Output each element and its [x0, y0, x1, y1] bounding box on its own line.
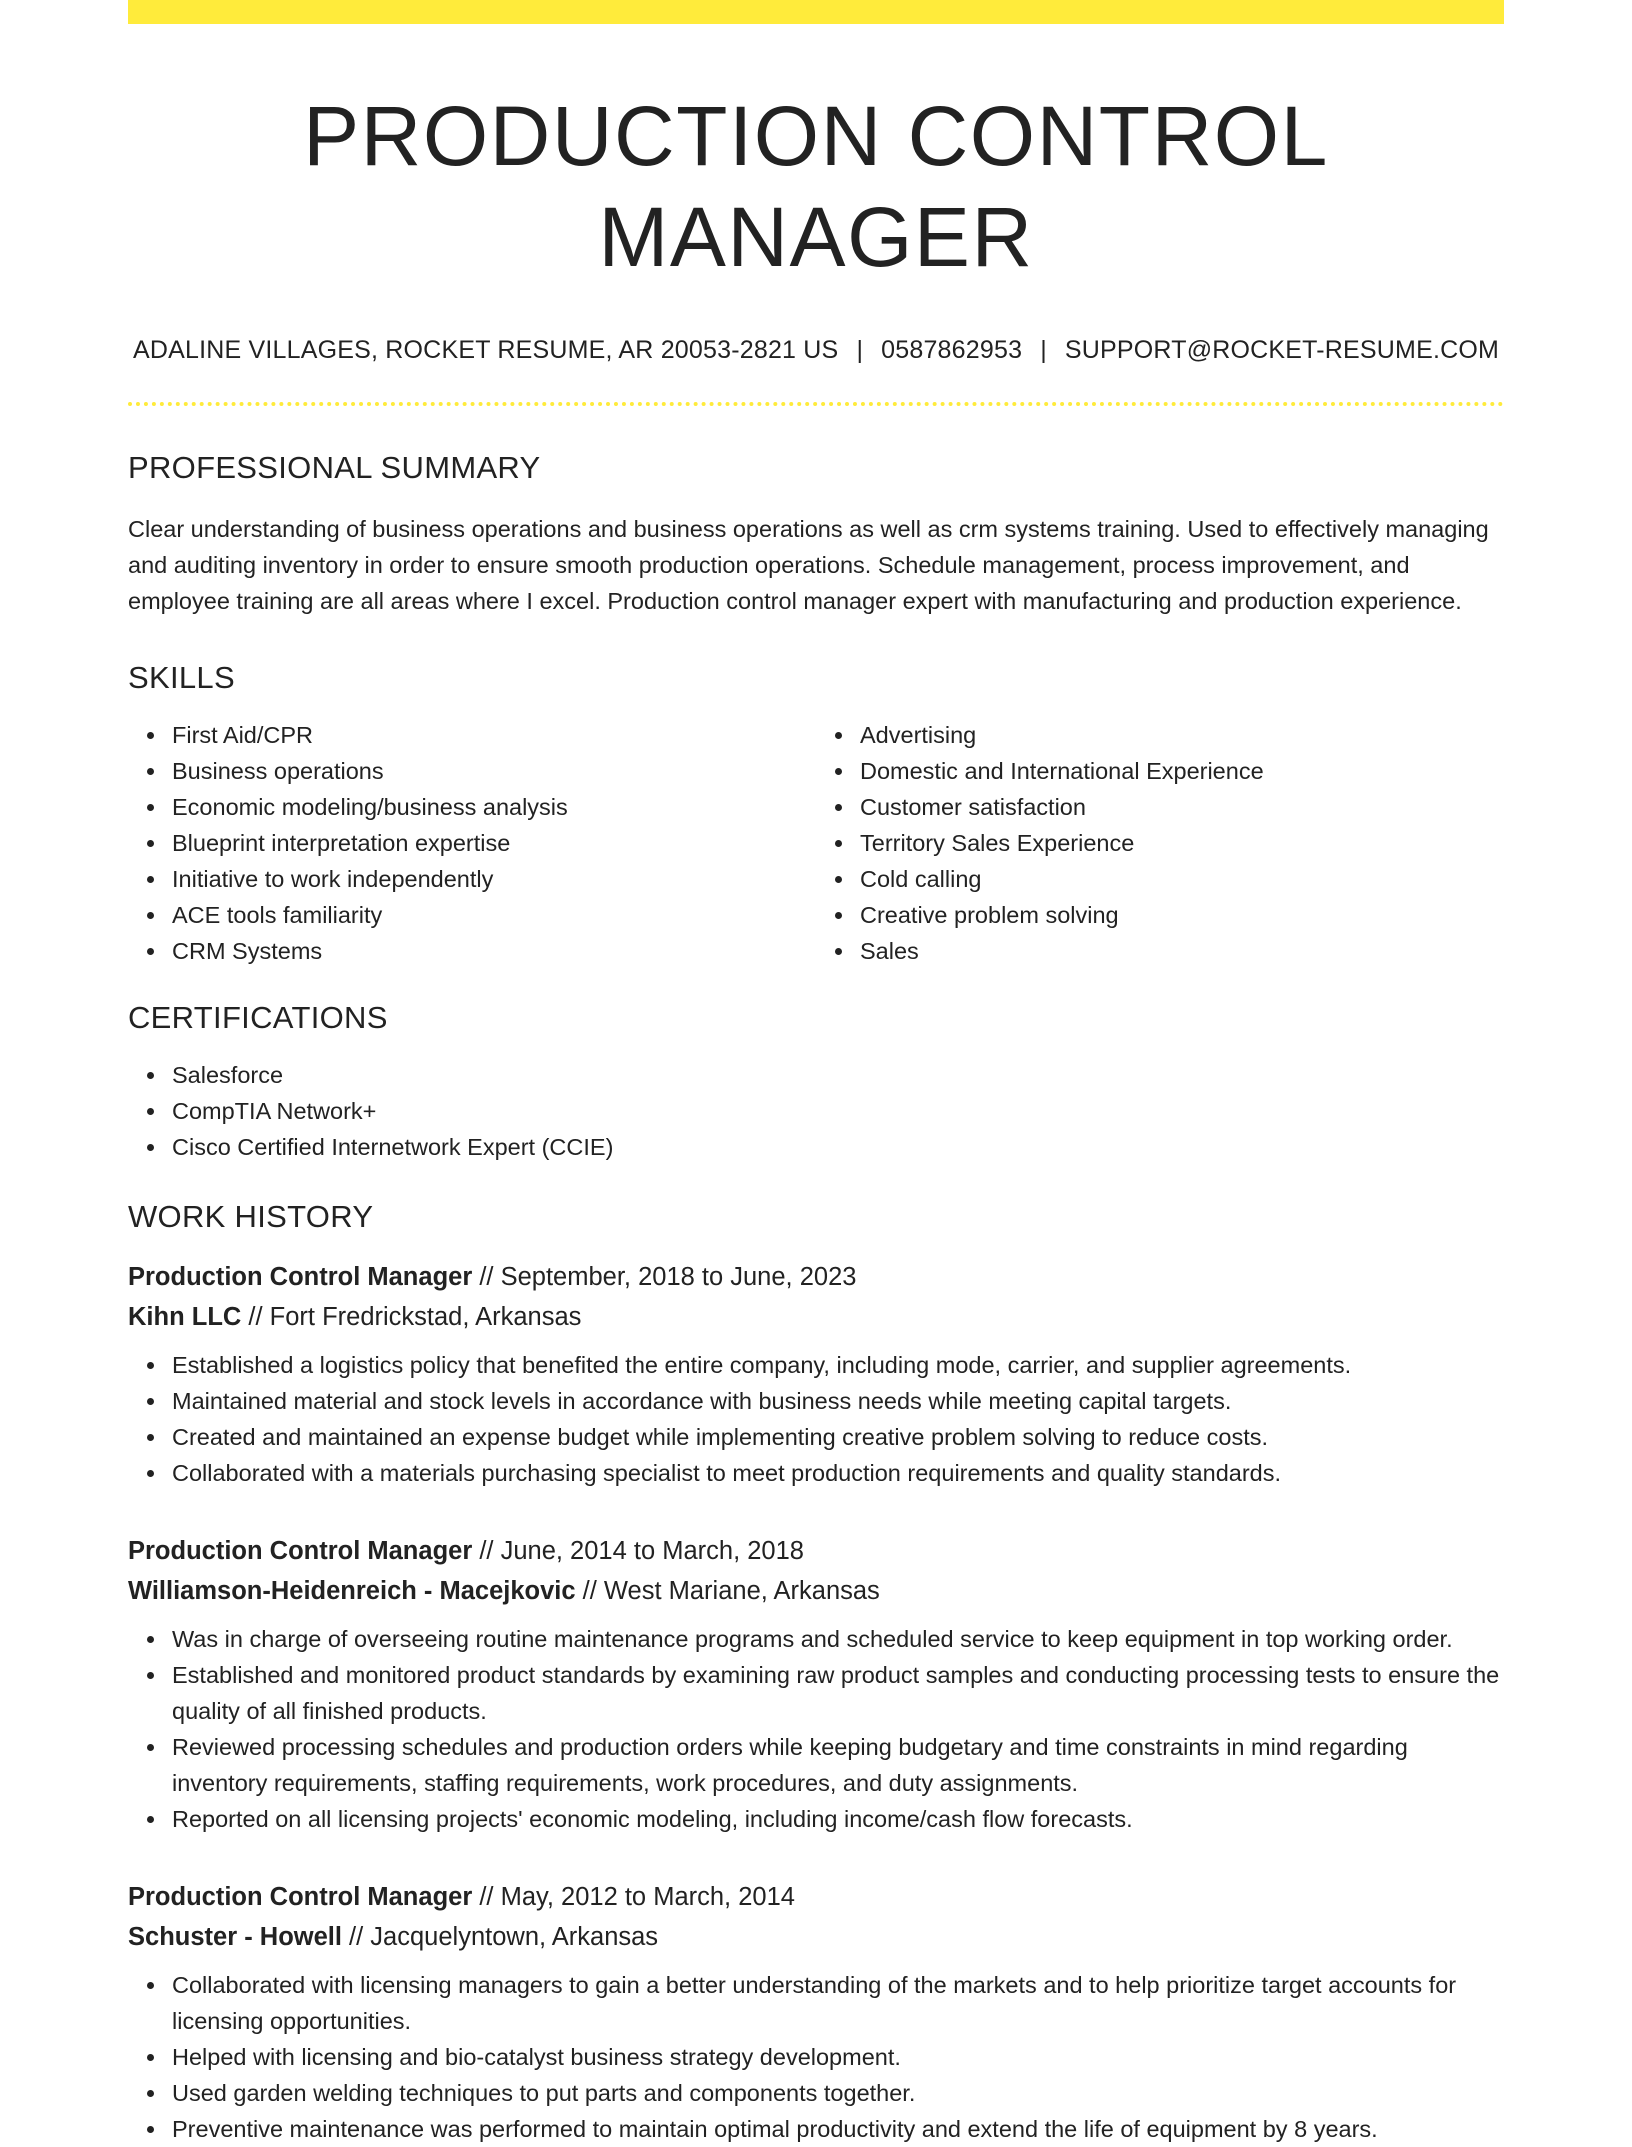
job-bullet: Established and monitored product standards by examining raw product samples and conducting processing tests to ensure the quality of all finished products. — [172, 1657, 1504, 1729]
skill-item: Initiative to work independently — [172, 861, 816, 897]
skills-heading: SKILLS — [128, 659, 235, 695]
skill-item: Creative problem solving — [860, 897, 1504, 933]
dotted-divider — [128, 402, 1504, 406]
certifications-heading: CERTIFICATIONS — [128, 999, 388, 1035]
job-entry — [128, 1877, 1504, 2147]
skill-item: Territory Sales Experience — [860, 825, 1504, 861]
job-company: Williamson-Heidenreich - Macejkovic — [128, 1576, 576, 1605]
skill-item: Blueprint interpretation expertise — [172, 825, 816, 861]
job-bullet: Maintained material and stock levels in accordance with business needs while meeting capital targets. — [172, 1383, 1504, 1419]
job-bullet: Helped with licensing and bio-catalyst business strategy development. — [172, 2039, 1504, 2075]
summary-text: Clear understanding of business operations and business operations as well as crm systems training. Used to effectively managing and auditing inventory in order to ensure smooth production operations. Schedule management, process improvement, and employee training are all areas where I excel. Production control manager expert with manufacturing and production experience. — [128, 515, 1489, 614]
job-role-line — [128, 1257, 1504, 1297]
contact-line — [128, 336, 1504, 365]
job-bullet: Reported on all licensing projects' economic modeling, including income/cash flow forecasts. — [172, 1801, 1504, 1837]
contact-address: ADALINE VILLAGES, ROCKET RESUME, AR 20053-2821 US — [132, 335, 839, 364]
job-bullet: Created and maintained an expense budget while implementing creative problem solving to reduce costs. — [172, 1419, 1504, 1455]
accent-top-bar — [128, 0, 1504, 24]
job-bullet: Collaborated with a materials purchasing specialist to meet production requirements and quality standards. — [172, 1455, 1504, 1491]
work-history-heading: WORK HISTORY — [128, 1198, 374, 1234]
skill-item: Cold calling — [860, 861, 1504, 897]
contact-separator: | — [856, 335, 864, 364]
job-bullets — [128, 1347, 1504, 1491]
skill-item: Customer satisfaction — [860, 789, 1504, 825]
skill-item: ACE tools familiarity — [172, 897, 816, 933]
job-bullet: Established a logistics policy that benefited the entire company, including mode, carrier, and supplier agreements. — [172, 1347, 1504, 1383]
skill-item: Economic modeling/business analysis — [172, 789, 816, 825]
job-bullet: Collaborated with licensing managers to gain a better understanding of the markets and to help prioritize target accounts for licensing opportunities. — [172, 1967, 1504, 2039]
job-bullet: Preventive maintenance was performed to maintain optimal productivity and extend the life of equipment by 8 years. — [172, 2111, 1504, 2147]
job-dates: // September, 2018 to June, 2023 — [472, 1262, 857, 1291]
contact-phone: 0587862953 — [881, 335, 1023, 364]
job-entry — [128, 1531, 1504, 1837]
skill-item: First Aid/CPR — [172, 717, 816, 753]
job-company: Schuster - Howell — [128, 1922, 342, 1951]
job-role-line — [128, 1877, 1504, 1917]
skills-grid — [128, 717, 1504, 969]
job-bullets — [128, 1967, 1504, 2147]
job-role-line — [128, 1531, 1504, 1571]
certification-item: CompTIA Network+ — [172, 1093, 1504, 1129]
skill-item: Sales — [860, 933, 1504, 969]
job-company-line — [128, 1297, 1504, 1337]
skills-list-right — [816, 717, 1504, 969]
skills-list-left — [128, 717, 816, 969]
skill-item: Advertising — [860, 717, 1504, 753]
job-company-line — [128, 1571, 1504, 1611]
job-location: // Fort Fredrickstad, Arkansas — [241, 1302, 582, 1331]
job-location: // Jacquelyntown, Arkansas — [341, 1922, 659, 1951]
contact-separator: | — [1040, 335, 1047, 364]
skill-item: Domestic and International Experience — [860, 753, 1504, 789]
job-bullets — [128, 1621, 1504, 1837]
certification-item: Salesforce — [172, 1057, 1504, 1093]
certifications-list — [128, 1057, 1504, 1165]
job-location: // West Mariane, Arkansas — [575, 1576, 880, 1605]
resume-page — [128, 0, 1504, 2147]
summary-heading: PROFESSIONAL SUMMARY — [128, 449, 541, 485]
job-role: Production Control Manager — [128, 1536, 473, 1565]
job-bullet: Reviewed processing schedules and production orders while keeping budgetary and time constraints in mind regarding inventory requirements, staffing requirements, work procedures, and duty assignments. — [172, 1729, 1504, 1801]
certification-item: Cisco Certified Internetwork Expert (CCIE) — [172, 1129, 1504, 1165]
job-company: Kihn LLC — [128, 1302, 242, 1331]
resume-name: PRODUCTION CONTROL MANAGER — [303, 89, 1329, 284]
contact-email: SUPPORT@ROCKET-RESUME.COM — [1064, 335, 1500, 364]
job-company-line — [128, 1917, 1504, 1957]
skill-item: CRM Systems — [172, 933, 816, 969]
skill-item: Business operations — [172, 753, 816, 789]
job-bullet: Was in charge of overseeing routine maintenance programs and scheduled service to keep equipment in top working order. — [172, 1621, 1504, 1657]
job-role: Production Control Manager — [128, 1262, 473, 1291]
job-dates: // May, 2012 to March, 2014 — [472, 1882, 795, 1911]
job-entry — [128, 1257, 1504, 1491]
job-dates: // June, 2014 to March, 2018 — [472, 1536, 804, 1565]
job-bullet: Used garden welding techniques to put parts and components together. — [172, 2075, 1504, 2111]
job-role: Production Control Manager — [128, 1882, 473, 1911]
